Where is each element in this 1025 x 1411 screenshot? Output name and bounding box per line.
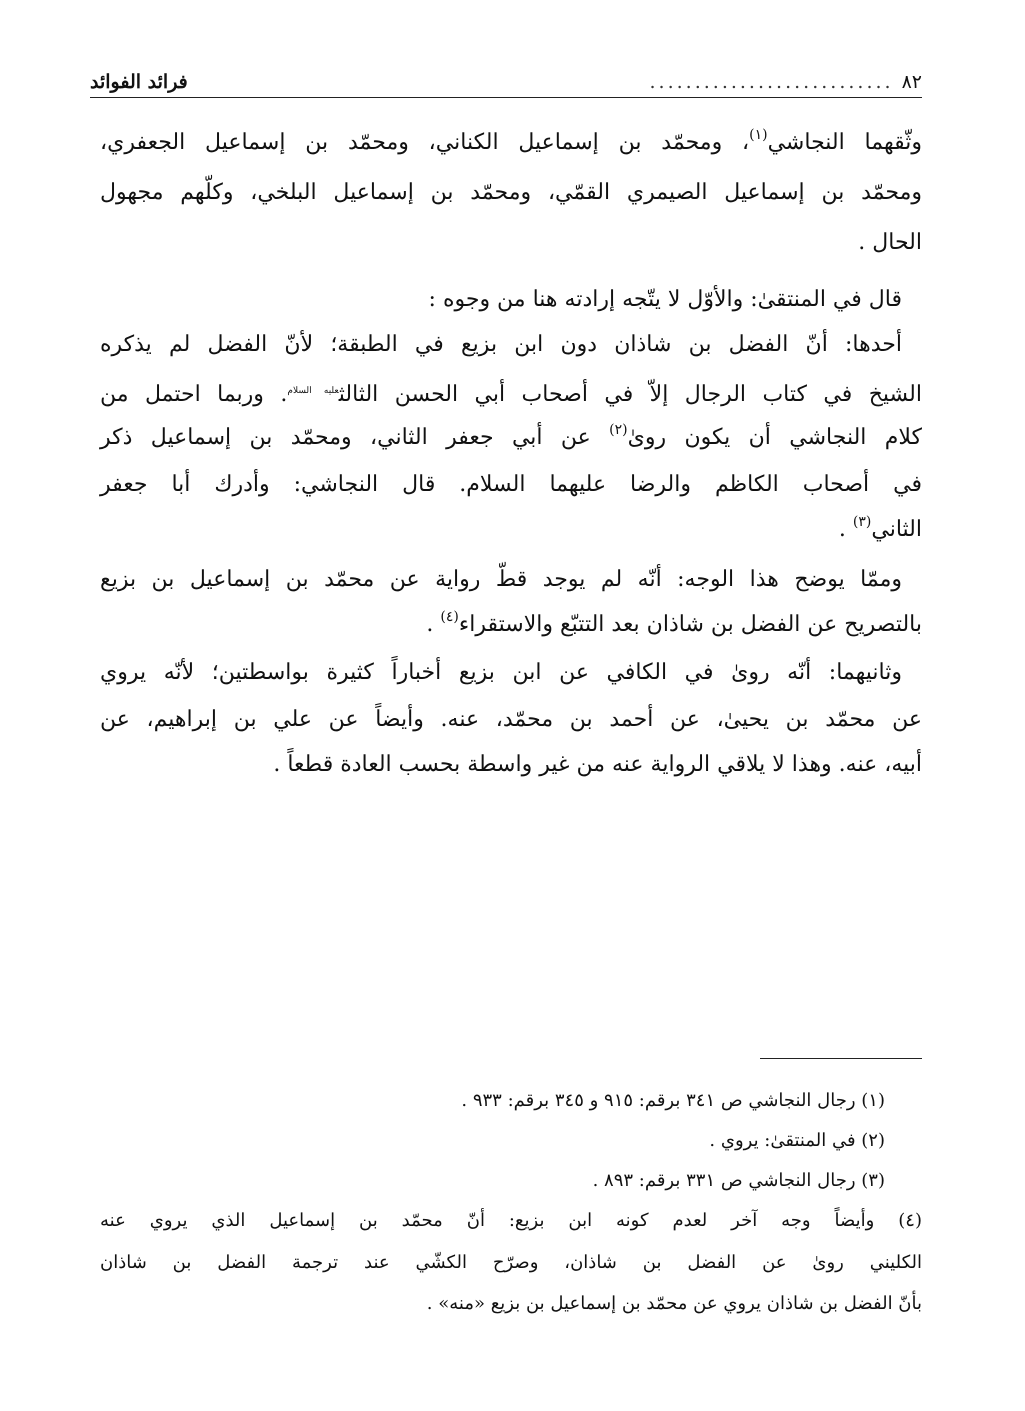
footnote: (٢) في المنتقىٰ: يروي . [709,1130,885,1151]
body-line: في أصحاب الكاظم والرضا عليهما السلام. قال النجاشي: وأدرك أبا جعفر [100,472,922,497]
body-line: وممّا يوضح هذا الوجه: أنّه لم يوجد قطّ رواية عن محمّد بن إسماعيل بن بزيع [100,567,902,592]
leader-dots: ........................... [649,71,894,93]
body-line: وثانيهما: أنّه روىٰ في الكافي عن ابن بزيع أخباراً كثيرة بواسطتين؛ لأنّه يروي [100,660,902,685]
body-line: أحدها: أنّ الفضل بن شاذان دون ابن بزيع في الطبقة؛ لأنّ الفضل لم يذكره [100,332,902,357]
text: الثاني [871,517,922,542]
text: وثّقهما النجاشي [767,130,922,155]
text: ، ومحمّد بن إسماعيل الكناني، ومحمّد بن إسماعيل الجعفري، [100,130,750,155]
body-line: أبيه، عنه. وهذا لا يلاقي الرواية عنه من غير واسطة بحسب العادة قطعاً . [273,752,922,777]
page-number: ٨٢ [901,71,922,93]
body-line [100,376,922,410]
footnote: (٣) رجال النجاشي ص ٣٣١ برقم: ٨٩٣ . [592,1170,885,1191]
footnote-ref: (١) [749,127,768,143]
footnote-ref: (٢) [609,422,628,438]
text: . [426,612,441,637]
footnote-separator [760,1058,922,1059]
body-line: قال في المنتقىٰ: والأوّل لا يتّجه إرادته هنا من وجوه : [428,287,902,312]
body-line: عن محمّد بن يحيىٰ، عن أحمد بن محمّد، عنه. وأيضاً عن علي بن إبراهيم، عن [100,707,922,732]
body-line [100,515,922,545]
text: . وربما احتمل من [100,382,288,407]
body-line [100,423,922,453]
body-line: ومحمّد بن إسماعيل الصيمري القمّي، ومحمّد بن إسماعيل البلخي، وكلّهم مجهول [100,180,922,205]
footnote-line: الكليني روىٰ عن الفضل بن شاذان، وصرّح الكشّي عند ترجمة الفضل بن شاذان [100,1252,922,1273]
text: عن أبي جعفر الثاني، ومحمّد بن إسماعيل ذكر [100,425,610,450]
footnote-ref: (٣) [852,514,872,530]
text: الشيخ في كتاب الرجال إلاّ في أصحاب أبي الحسن الثالث [338,382,923,407]
footnote-ref: (٤) [440,609,459,625]
footnote: (١) رجال النجاشي ص ٣٤١ برقم: ٩١٥ و ٣٤٥ برقم: ٩٣٣ . [461,1090,885,1111]
text: بالتصريح عن الفضل بن شاذان بعد التتبّع والاستقراء [458,612,922,637]
body-line [100,128,922,158]
footnote-line: بأنّ الفضل بن شاذان يروي عن محمّد بن إسماعيل بن بزيع «منه» . [426,1293,922,1314]
book-title: فرائد الفوائد [90,71,188,93]
text: . [838,517,853,542]
body-line [100,610,922,640]
footnote: (٤) وأيضاً وجه آخر لعدم كونه ابن بزيع: أنّ محمّد بن إسماعيل الذي يروي عنه [100,1210,922,1231]
salutation-glyph: عليه السلام [287,386,339,396]
body-line: الحال . [858,230,922,255]
running-header [90,58,922,98]
text: كلام النجاشي أن يكون روىٰ [627,425,923,450]
